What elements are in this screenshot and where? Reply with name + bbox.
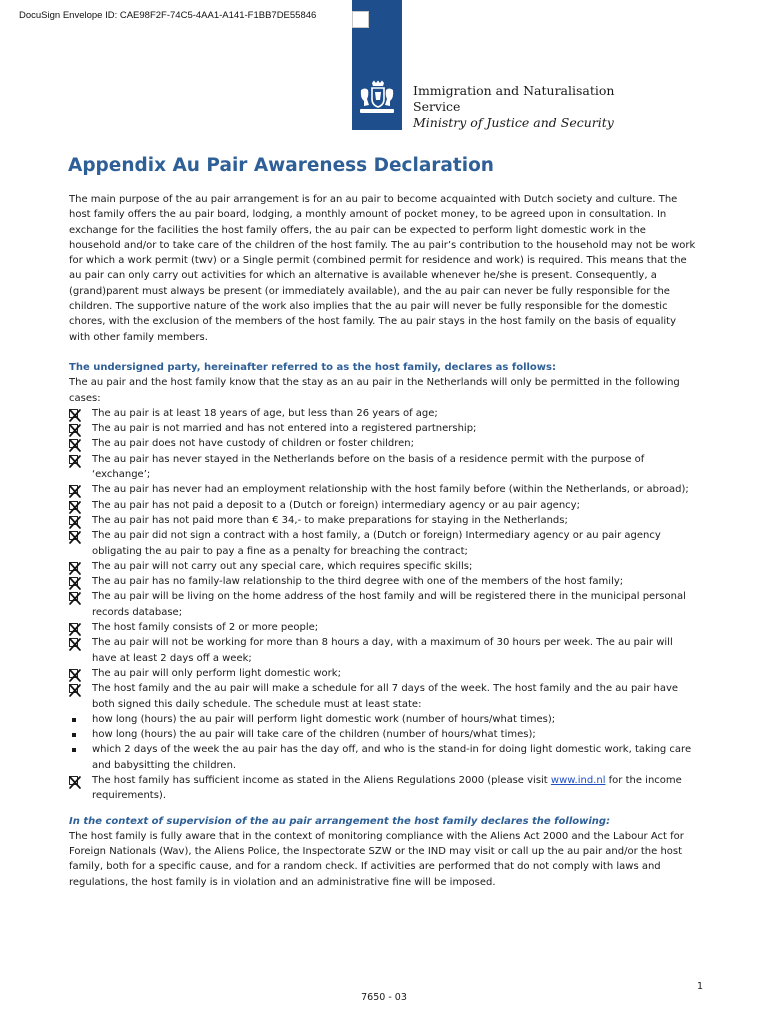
bullet-icon bbox=[72, 733, 76, 737]
checklist-item-text: The au pair will only perform light domestic work; bbox=[92, 667, 341, 679]
checkbox[interactable] bbox=[69, 424, 78, 433]
schedule-requirements-list bbox=[69, 712, 697, 773]
checklist-item-text: The au pair has not paid more than € 34,- to make preparations for staying in the Netherlands; bbox=[92, 514, 568, 526]
checklist-item-text: The au pair has never had an employment relationship with the host family before (within the Netherlands, or abroad); bbox=[92, 484, 689, 496]
coat-of-arms-icon bbox=[357, 80, 397, 116]
declaration-lead: The au pair and the host family know that the stay as an au pair in the Netherlands will only be permitted in the following cases: bbox=[69, 377, 680, 404]
ministry-name: Ministry of Justice and Security bbox=[413, 115, 614, 130]
declaration-content bbox=[69, 192, 697, 890]
income-text-after: for the income requirements). bbox=[92, 774, 682, 802]
form-code: 7650 - 03 bbox=[361, 992, 407, 1003]
checklist-item-text: The au pair does not have custody of children or foster children; bbox=[92, 438, 415, 450]
checklist-item bbox=[69, 666, 697, 681]
docusign-envelope-id: DocuSign Envelope ID: CAE98F2F-74C5-4AA1-A141-F1BB7DE55846 bbox=[19, 10, 317, 21]
intro-paragraph: The main purpose of the au pair arrangement is for an au pair to become acquainted with Dutch society and culture. The host family offers the au pair board, lodging, a monthly amount of pocket money, to be agreed upon in consultation. In exchange for the facilities the host family offers, the au pair can be expected to perform light domestic work in the household and/or to take care of the children of the host family. The au pair’s contribution to the household may not be work for which a work permit (twv) or a Single permit (combined permit for residence and work) is required. This means that the au pair can only carry out activities for which an alternative is available whenever he/she is present. Consequently, a (grand)parent must always be present (or immediately available), and the au pair can never be fully responsible for the children. The supportive nature of the work also implies that the au pair will never be fully responsible for the domestic chores, with the exclusion of the members of the host family. The au pair stays in the host family on the basis of equality with other family members. bbox=[69, 194, 696, 343]
page-number: 1 bbox=[697, 981, 704, 992]
checklist-item-text: The au pair has no family-law relationship to the third degree with one of the members of the host family; bbox=[92, 576, 624, 588]
checkbox[interactable] bbox=[69, 638, 78, 647]
bullet-icon bbox=[72, 748, 76, 752]
declaration-heading: The undersigned party, hereinafter referred to as the host family, declares as follows: bbox=[69, 361, 556, 373]
schedule-requirement-text: which 2 days of the week the au pair has the day off, and who is the stand-in for doing light domestic work, taking care and babysitting the children. bbox=[92, 744, 692, 771]
organization-name-block bbox=[413, 83, 614, 131]
checkbox[interactable] bbox=[69, 516, 78, 525]
supervision-paragraph: The host family is fully aware that in the context of monitoring compliance with the Aliens Act 2000 and the Labour Act for Foreign Nationals (Wav), the Aliens Police, the Inspectorate SZW or the IND may visit or call up the au pair and/or the host family, both for a specific cause, and for a random check. If activities are performed that do not comply with laws and regulations, the host family is in violation and an administrative fine will be imposed. bbox=[69, 830, 684, 888]
bullet-icon bbox=[72, 718, 76, 722]
checklist-item bbox=[69, 498, 697, 513]
checklist-item-text: The au pair is at least 18 years of age, but less than 26 years of age; bbox=[92, 407, 438, 419]
checklist-item bbox=[69, 482, 697, 497]
checkbox[interactable] bbox=[69, 776, 78, 785]
checklist-item bbox=[69, 421, 697, 436]
checklist-item bbox=[69, 589, 697, 620]
income-text-before: The host family has sufficient income as stated in the Aliens Regulations 2000 (please visit bbox=[92, 774, 551, 786]
checkbox[interactable] bbox=[69, 439, 78, 448]
checkbox[interactable] bbox=[69, 684, 78, 693]
schedule-requirement bbox=[69, 727, 697, 742]
checklist-item-text: The au pair will not be working for more than 8 hours a day, with a maximum of 30 hours per week. The au pair will have at least 2 days off a week; bbox=[92, 637, 673, 664]
checklist-item-text: The au pair has not paid a deposit to a (Dutch or foreign) intermediary agency or au pair agency; bbox=[92, 499, 580, 511]
checklist-item bbox=[69, 528, 697, 559]
checkbox[interactable] bbox=[69, 409, 78, 418]
conditions-checklist bbox=[69, 406, 697, 712]
ind-website-link[interactable]: www.ind.nl bbox=[550, 774, 606, 786]
checkbox[interactable] bbox=[69, 577, 78, 586]
supervision-heading: In the context of supervision of the au pair arrangement the host family declares the following: bbox=[69, 815, 611, 827]
checklist-item-text: The au pair has never stayed in the Netherlands before on the basis of a residence permit with the purpose of ‘exchange’; bbox=[92, 453, 645, 481]
checklist-item-text: The au pair is not married and has not entered into a registered partnership; bbox=[92, 423, 477, 435]
checklist-item bbox=[69, 452, 697, 483]
checklist-item bbox=[69, 406, 697, 421]
checkbox[interactable] bbox=[69, 623, 78, 632]
checkbox[interactable] bbox=[69, 501, 78, 510]
checklist-item bbox=[69, 513, 697, 528]
checklist-item bbox=[69, 635, 697, 666]
checkbox[interactable] bbox=[69, 485, 78, 494]
checklist-item bbox=[69, 620, 697, 635]
envelope-stub-box bbox=[352, 11, 369, 28]
organization-name-line-2: Service bbox=[413, 99, 461, 114]
checklist-item-text: The au pair will be living on the home address of the host family and will be registered there in the municipal personal records database; bbox=[92, 591, 686, 618]
schedule-requirement-text: how long (hours) the au pair will perform light domestic work (number of hours/what times); bbox=[92, 713, 556, 725]
checklist-item bbox=[69, 436, 697, 451]
checklist-item-text: The host family and the au pair will make a schedule for all 7 days of the week. The host family and the au pair have both signed this daily schedule. The schedule must at least state: bbox=[92, 683, 679, 710]
checkbox[interactable] bbox=[69, 669, 78, 678]
checklist-item-income bbox=[69, 773, 697, 804]
schedule-requirement bbox=[69, 712, 697, 727]
checklist-item-text: The host family consists of 2 or more people; bbox=[92, 622, 319, 634]
checkbox[interactable] bbox=[69, 455, 78, 464]
checklist-item-text: The au pair will not carry out any special care, which requires specific skills; bbox=[92, 560, 473, 572]
checklist-item bbox=[69, 559, 697, 574]
checkbox[interactable] bbox=[69, 592, 78, 601]
checklist-item-text: The au pair did not sign a contract with a host family, a (Dutch or foreign) Intermediary agency or au pair agency obligating the au pair to pay a fine as a penalty for breaching the contract; bbox=[92, 530, 661, 557]
schedule-requirement bbox=[69, 742, 697, 773]
checklist-item bbox=[69, 681, 697, 712]
income-checklist bbox=[69, 773, 697, 804]
schedule-requirement-text: how long (hours) the au pair will take care of the children (number of hours/what times); bbox=[92, 729, 536, 741]
checkbox[interactable] bbox=[69, 562, 78, 571]
checkbox[interactable] bbox=[69, 531, 78, 540]
page-title: Appendix Au Pair Awareness Declaration bbox=[68, 155, 494, 176]
checklist-item bbox=[69, 574, 697, 589]
organization-name-line-1: Immigration and Naturalisation bbox=[413, 83, 615, 98]
